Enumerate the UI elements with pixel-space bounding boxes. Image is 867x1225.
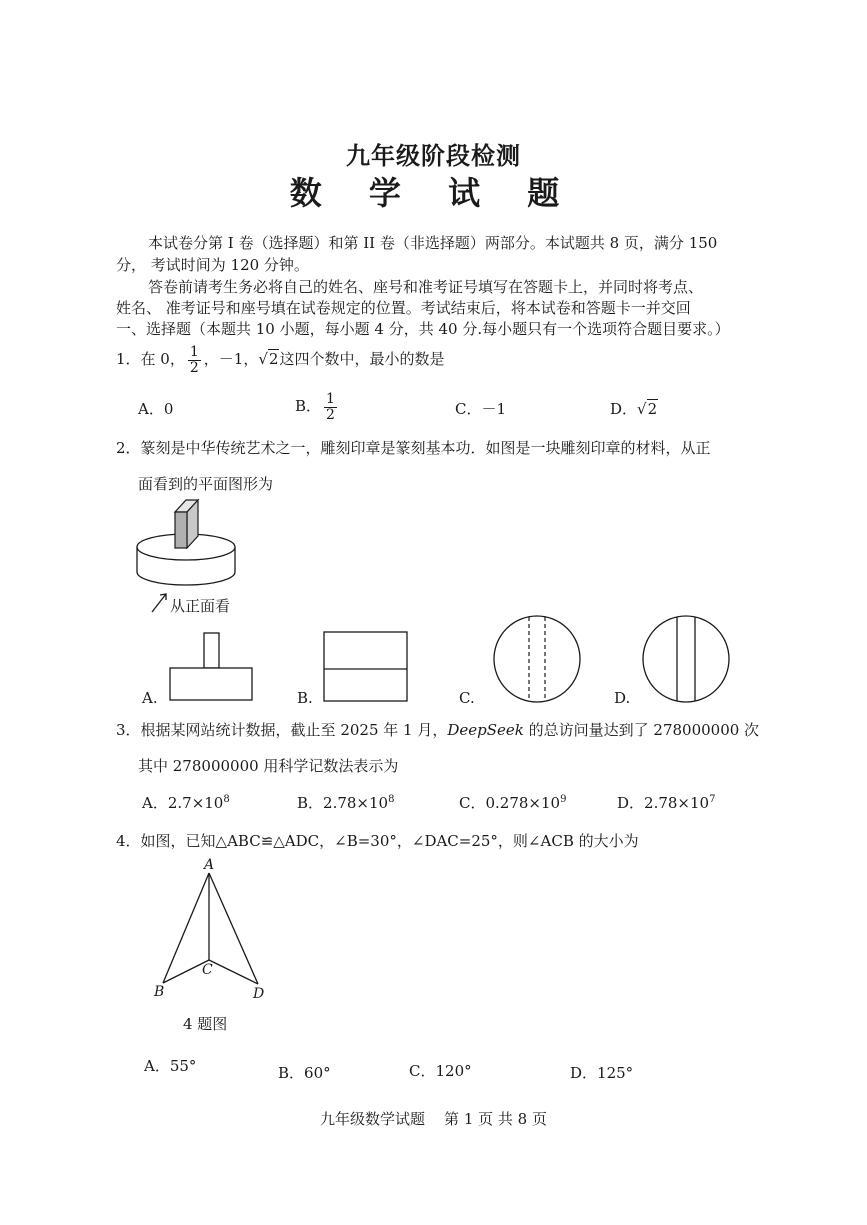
question-4: 4．如图，已知△ABC≌△ADC，∠B=30°，∠DAC=25°，则∠ACB 的大小为: [116, 832, 639, 850]
q1-option-b-label: B．: [295, 397, 322, 415]
fraction-numerator: 1: [189, 343, 199, 360]
sqrt-radicand: 2: [647, 400, 658, 418]
q1-option-c: C．－1: [455, 400, 507, 418]
q2-option-a: A.: [142, 689, 158, 707]
exam-subtitle: 九年级阶段检测: [346, 141, 521, 170]
vertex-d-label: D: [253, 986, 265, 1002]
page-footer: 九年级数学试题 第 1 页 共 8 页: [319, 1110, 547, 1128]
intro-line-4: 姓名、 准考证号和座号填在试卷规定的位置。考试结束后，将本试卷和答题卡一并交回: [116, 299, 691, 317]
vertex-b-label: B: [154, 984, 165, 1000]
q1-option-a: A．0: [138, 400, 174, 418]
intro-line-2: 分， 考试时间为 120 分钟。: [116, 256, 309, 274]
question-3-line-2: 其中 278000000 用科学记数法表示为: [138, 757, 399, 775]
sqrt-symbol: √: [637, 400, 647, 418]
q3-a-base: A．2.7×10: [142, 794, 224, 812]
q3-line1-pre: 3．根据某网站统计数据，截止至 2025 年 1 月，: [116, 721, 448, 739]
q3-d-exponent: 7: [709, 794, 716, 805]
q4-option-b: B．60°: [278, 1064, 331, 1082]
fraction-denominator: 2: [326, 406, 335, 423]
question-2-line-1: 2．篆刻是中华传统艺术之一，雕刻印章是篆刻基本功．如图是一块雕刻印章的材料，从正: [116, 439, 711, 457]
q3-a-exponent: 8: [223, 794, 230, 805]
q2-option-d: D.: [614, 689, 631, 707]
q3-brand: DeepSeek: [447, 721, 524, 739]
q1-option-d-label: D．: [610, 400, 638, 418]
vertex-a-label: A: [204, 857, 215, 873]
q2-option-b: B.: [297, 689, 313, 707]
q3-b-exponent: 8: [388, 794, 395, 805]
q1-prefix: 1．在 0，: [116, 350, 185, 368]
q3-line1-post: 的总访问量达到了 278000000 次: [523, 721, 760, 739]
fraction-denominator: 2: [189, 359, 199, 376]
fraction-numerator: 1: [326, 390, 335, 407]
q1-suffix: 这四个数中，最小的数是: [279, 350, 445, 368]
q4-option-c: C．120°: [409, 1062, 472, 1080]
q3-b-base: B．2.78×10: [297, 794, 389, 812]
section-heading: 一、选择题（本题共 10 小题，每小题 4 分，共 40 分.每小题只有一个选项符合题目要求。）: [116, 320, 730, 338]
q3-c-base: C．0.278×10: [459, 794, 561, 812]
q3-c-exponent: 9: [560, 794, 567, 805]
q4-option-a: A．55°: [144, 1057, 197, 1075]
question-2-line-2: 面看到的平面图形为: [138, 475, 274, 493]
q2-option-c: C.: [459, 689, 475, 707]
intro-line-1: 本试卷分第 I 卷（选择题）和第 II 卷（非选择题）两部分。本试题共 8 页，满分 150: [148, 234, 718, 252]
vertex-c-label: C: [202, 962, 213, 978]
q4-option-d: D．125°: [570, 1064, 634, 1082]
view-direction-label: 从正面看: [170, 597, 231, 615]
sqrt-radicand: 2: [268, 350, 279, 368]
intro-line-3: 答卷前请考生务必将自己的姓名、座号和准考证号填写在答题卡上，并同时将考点、: [148, 278, 704, 296]
q1-middle: ，－1，: [203, 350, 259, 368]
figure-caption: 4 题图: [183, 1015, 228, 1033]
exam-title: 数 学 试 题: [289, 174, 578, 212]
sqrt-symbol: √: [258, 350, 268, 368]
q3-d-base: D．2.78×10: [617, 794, 710, 812]
